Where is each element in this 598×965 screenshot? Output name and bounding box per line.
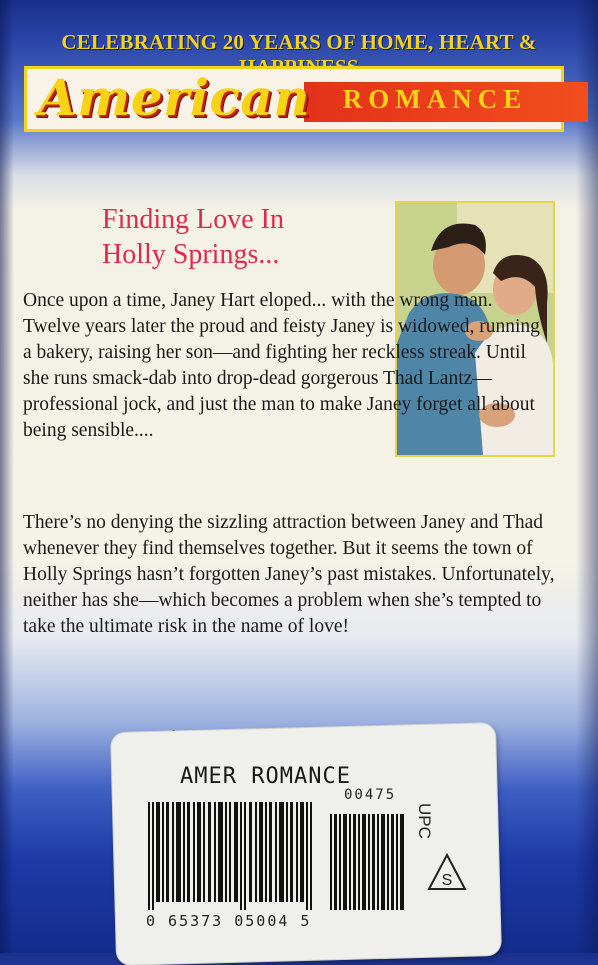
sticker-label: AMER ROMANCE bbox=[180, 764, 351, 789]
cover-tagline: CELEBRATING 20 YEARS OF HOME, HEART & bbox=[61, 30, 537, 54]
cover-edge-shadow-left bbox=[0, 0, 14, 953]
upc-barcode bbox=[148, 802, 414, 910]
upc-label: UPC bbox=[415, 803, 434, 839]
blurb-paragraph-2: There’s no denying the sizzling attraction between Janey and Thad whenever they find themselves together. But it seems the town of Holly Springs hasn’t forgotten Janey’s past mistakes. Unfortunately, neither has she—which becomes a problem when she’s tempted to take the ultimate risk in the name of love! bbox=[23, 512, 555, 637]
triangle-letter: S bbox=[441, 872, 453, 889]
blurb-paragraph-1: Once upon a time, Janey Hart eloped... with the wrong man. Twelve years later the proud and feisty Janey is widowed, running a bakery, raising her son—and fighting her reckless streak. Until she runs smack-dab into drop-dead gorgerous Thad Lantz—professional jock, and just the man to make Janey forget all about being sensible.... bbox=[23, 290, 540, 441]
upc-supplement-digits: 00475 bbox=[344, 787, 397, 803]
cover-edge-shadow-right bbox=[576, 0, 598, 953]
upc-main-digits: 0 65373 05004 5 bbox=[146, 912, 312, 930]
warning-triangle-icon bbox=[426, 852, 468, 892]
logo-american-text: American bbox=[38, 68, 311, 127]
blurb-headline-line1: Finding Love In bbox=[102, 204, 284, 235]
blurb-headline bbox=[102, 202, 332, 272]
logo-romance-text: ROMANCE bbox=[342, 84, 528, 114]
blurb-headline-line2: Holly Springs... bbox=[102, 239, 280, 270]
